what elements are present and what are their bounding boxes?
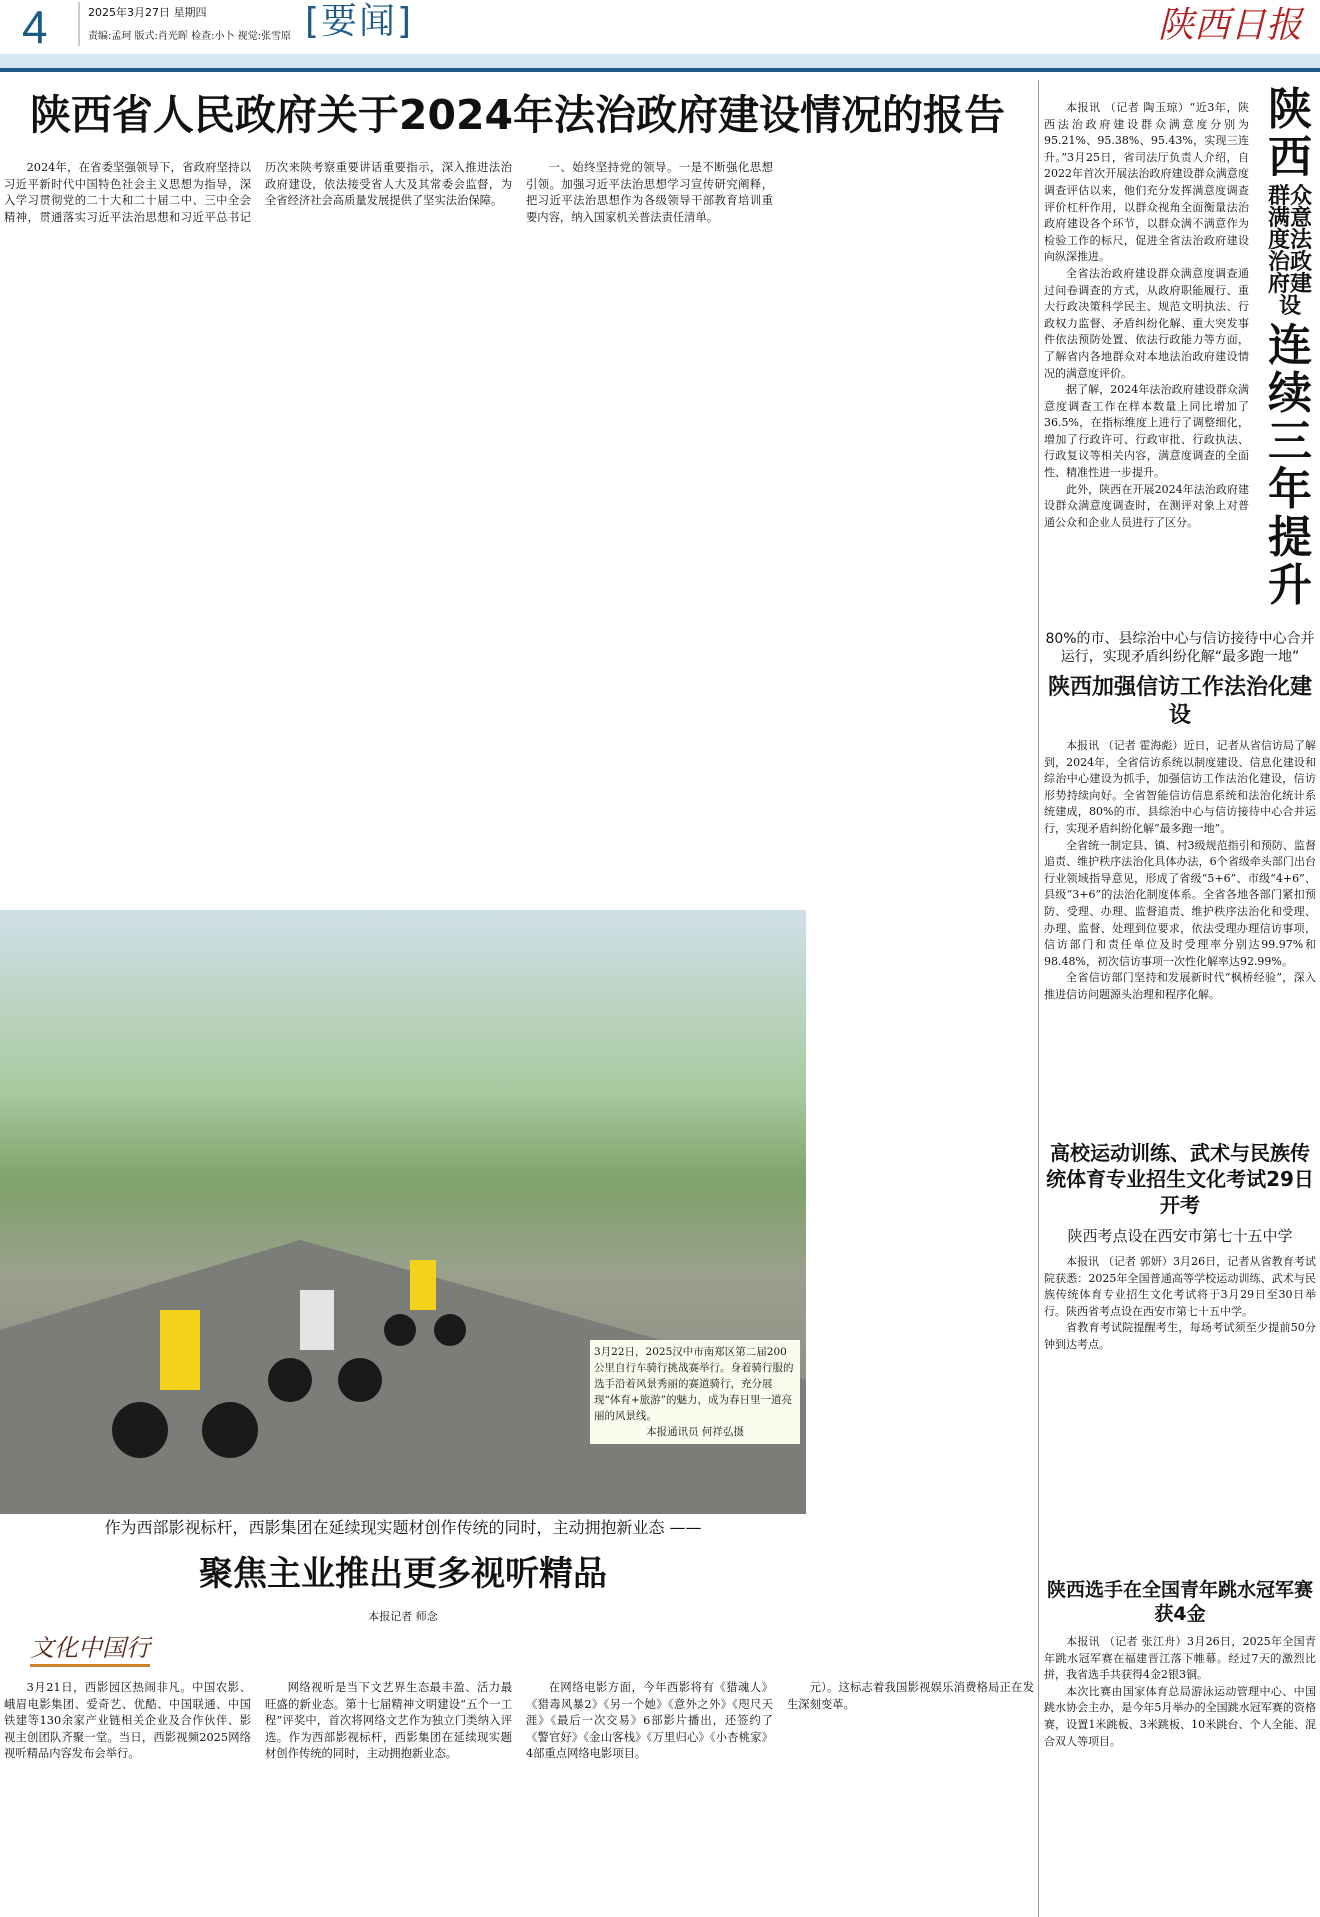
exam-article xyxy=(1044,1140,1316,1565)
xinfang-body xyxy=(1044,738,1316,1125)
paragraph: 据了解，2024年法治政府建设群众满意度调查工作在样本数量上同比增加了36.5%，在指标维度上进行了调整细化，增加了行政许可、行政审批、行政执法、行政复议等相关内容，满意度调查的全面性、精准性进一步提升。 xyxy=(1044,383,1249,480)
issue-date: 2025年3月27日 星期四 xyxy=(88,6,207,19)
header-band xyxy=(0,54,1320,68)
film-body xyxy=(4,1680,1034,1917)
paragraph: 全省信访部门坚持和发展新时代“枫桥经验”，深入推进信访问题源头治理和程序化解。 xyxy=(1044,971,1316,1001)
page-number: 4 xyxy=(22,1,48,53)
column-logo: 文化中国行 xyxy=(30,1632,150,1667)
caption-text: 3月22日，2025汉中市南郑区第二届200公里自行车骑行挑战赛举行。身着骑行服的选手沿着风景秀丽的赛道骑行，充分展现“体育+旅游”的魅力，成为春日里一道亮丽的风景线。 xyxy=(594,1346,794,1422)
section-title: [要闻] xyxy=(305,1,414,42)
paragraph: 本报讯 （记者 郭妍）3月26日，记者从省教育考试院获悉：2025年全国普通高等学校运动训练、武术与民族传统体育专业招生文化考试将于3月29日至30日举行。陕西省考点设在西安市第七十五中学。 xyxy=(1044,1255,1316,1318)
exam-body xyxy=(1044,1254,1316,1565)
film-title: 聚焦主业推出更多视听精品 xyxy=(199,1554,607,1594)
paragraph: 本次比赛由国家体育总局游泳运动管理中心、中国跳水协会主办，是今年5月举办的全国跳水冠军赛的资格赛，设置1米跳板、3米跳板、10米跳台、个人全能、混合双人等项目。 xyxy=(1044,1684,1316,1748)
vertical-headline-1: 陕西 xyxy=(1268,84,1312,183)
xinfang-title: 陕西加强信访工作法治化建设 xyxy=(1047,675,1312,728)
paragraph: 在网络电影方面，今年西影将有《猎魂人》《猎毒风暴2》《另一个她》《意外之外》《咫尺天涯》《最后一次交易》6部影片播出，还签约了《警官好》《金山客栈》《万里归心》《小杏桃家》4部重点网络电影项目。 xyxy=(526,1681,773,1761)
paragraph: 省教育考试院提醒考生，每场考试须至少提前50分钟到达考点。 xyxy=(1044,1321,1316,1351)
vertical-headline-3: 连续三年提升 xyxy=(1268,320,1312,611)
satisfaction-article-body xyxy=(1044,100,1249,529)
paragraph: 2024年，在省委坚强领导下，省政府坚持以习近平新时代中国特色社会主义思想为指导，深入学习贯彻党的二十大和二十届二中、三中全会精神，贯通落实习近平法治思想和习近平总书记历次来陕考察重要讲话重要指示，深入推进法治政府建设，依法接受省人大及其常委会监督，为全省经济社会高质量发展提供了坚实法治保障。 xyxy=(4,161,512,224)
paragraph: 3月21日，西影园区热闹非凡。中国农影、峨眉电影集团、爱奇艺、优酷、中国联通、中国铁建等130余家产业链相关企业及合作伙伴、影视主创团队齐聚一堂。当日，西影视频2025网络视听精品内容发布会举行。 xyxy=(4,1681,251,1761)
paragraph: 全省统一制定县、镇、村3级规范指引和预防、监督追责、维护秩序法治化具体办法，6个省级牵头部门出台行业领域指导意见，形成了省级“5+6”、市级“4+6”、县级“3+6”的法治化制度体系。全省各地各部门紧扣预防、受理、办理、监督追责、维护秩序法治化和受理、办理、监督、处理到位要求，依法受理办理信访事项，信访部门和责任单位及时受理率分别达99.97%和98.48%，初次信访事项一次性化解率达92.99%。 xyxy=(1044,838,1316,968)
diving-body xyxy=(1044,1634,1316,1917)
header-divider xyxy=(78,2,80,46)
paragraph: 元）。这标志着我国影视娱乐消费格局正在发生深刻变革。 xyxy=(787,1681,1034,1711)
photo-credit: 本报通讯员 何祥弘摄 xyxy=(646,1426,744,1438)
vertical-headline-2: 群众满意度法治政府建设 xyxy=(1267,184,1312,319)
paragraph: 本报讯 （记者 陶玉琼）“近3年，陕西法治政府建设群众满意度分别为95.21%、95.38%、95.43%，实现三连升。”3月25日，省司法厅负责人介绍，自2022年首次开展法治政府建设群众满意度调查评估以来，他们充分发挥满意度调查评价杠杆作用，以群众视角全面衡量法治政府建设各个环节，以群众满不满意作为检验工作的标尺，促进全省法治政府建设向纵深推进。 xyxy=(1044,101,1249,264)
newspaper-logo: 陕西日报 xyxy=(1157,5,1302,46)
exam-title: 高校运动训练、武术与民族传统体育专业招生文化考试29日开考 xyxy=(1046,1141,1314,1217)
staff-credits: 责编:孟珂 版式:肖光晖 检查:小卜 视觉:张雪原 xyxy=(88,31,292,42)
paragraph: 此外，陕西在开展2024年法治政府建设群众满意度调查时，在测评对象上对普通公众和企业人员进行了区分。 xyxy=(1044,482,1249,529)
paragraph: 网络视听是当下文艺界生态最丰盈、活力最旺盛的新业态。第十七届精神文明建设“五个一工程”评奖中，首次将网络文艺作为独立门类纳入评选。作为西部影视标杆，西影集团在延续现实题材创作传统的同时，主动拥抱新业态。 xyxy=(265,1681,512,1761)
column-divider xyxy=(1038,80,1039,1917)
vertical-headline xyxy=(1262,86,1318,610)
exam-subtitle: 陕西考点设在西安市第七十五中学 xyxy=(1067,1227,1293,1245)
film-byline: 本报记者 师念 xyxy=(368,1610,438,1623)
diving-title: 陕西选手在全国青年跳水冠军赛获4金 xyxy=(1046,1579,1313,1625)
xinfang-article xyxy=(1044,630,1316,1125)
header-rule xyxy=(0,68,1320,72)
xinfang-subtitle: 80%的市、县综治中心与信访接待中心合并运行，实现矛盾纠纷化解“最多跑一地” xyxy=(1045,631,1315,665)
paragraph: 一、始终坚持党的领导。一是不断强化思想引领。加强习近平法治思想学习宣传研究阐释，把习近平法治思想作为各级领导干部教育培训重要内容，纳入国家机关普法责任清单。 xyxy=(526,161,773,224)
paragraph: 本报讯 （记者 张江舟）3月26日，2025年全国青年跳水冠军赛在福建晋江落下帷幕。经过7天的激烈比拼，我省选手共获得4金2银3铜。 xyxy=(1044,1635,1316,1682)
film-lead: 作为西部影视标杆，西影集团在延续现实题材创作传统的同时，主动拥抱新业态 —— xyxy=(104,1518,702,1537)
diving-article xyxy=(1044,1578,1316,1917)
paragraph: 本报讯 （记者 霍海彪）近日，记者从省信访局了解到，2024年，全省信访系统以制度建设、信息化建设和综治中心建设为抓手，加强信访工作法治化建设，信访形势持续向好。全省智能信访信息系统和法治化统计系统建成，80%的市、县综治中心与信访接待中心合并运行，实现矛盾纠纷化解“最多跑一地”。 xyxy=(1044,739,1316,835)
paragraph: 全省法治政府建设群众满意度调查通过问卷调查的方式，从政府职能履行、重大行政决策科学民主、规范文明执法、行政权力监督、矛盾纠纷化解、重大突发事件依法预防处置、依法行政能力等方面，了解省内各地群众对本地法治政府建设情况的满意度评价。 xyxy=(1044,266,1249,380)
main-article-title: 陕西省人民政府关于2024年法治政府建设情况的报告 xyxy=(29,91,1006,139)
photo-caption xyxy=(590,1340,800,1444)
main-article-body xyxy=(4,160,1034,905)
